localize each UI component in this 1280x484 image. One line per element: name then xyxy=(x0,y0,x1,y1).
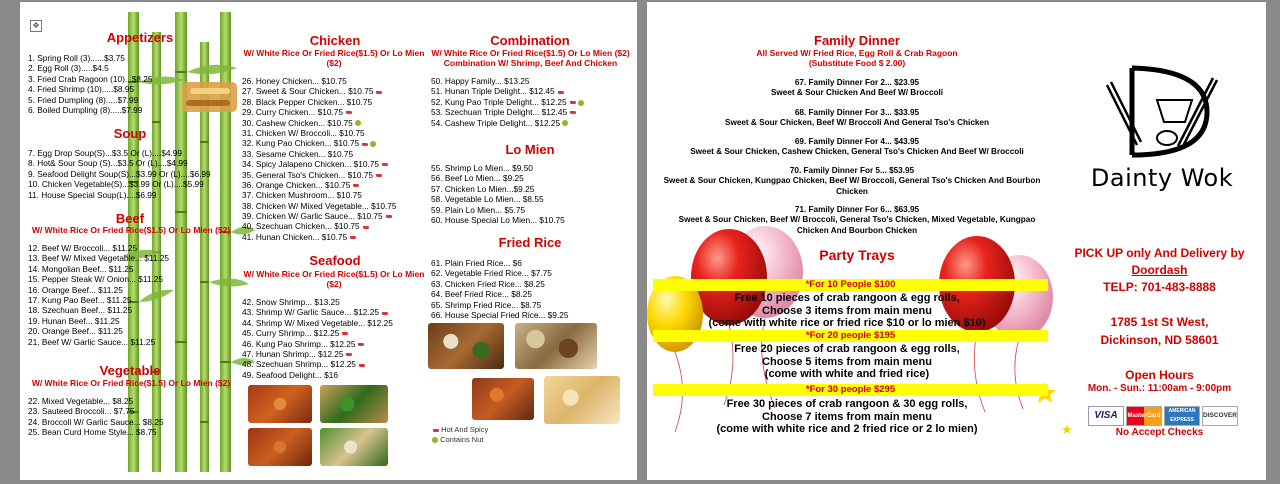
item-text: 43. Shrimp W/ Garlic Sauce... $12.25 xyxy=(242,307,379,318)
spicy-icon xyxy=(350,236,356,239)
spicy-icon xyxy=(359,364,365,367)
list-item: 56. Beef Lo Mien... $9.25 xyxy=(431,173,524,184)
dainty-wok-logo xyxy=(1077,60,1247,195)
spicy-icon xyxy=(558,91,564,94)
party-trays-heading: Party Trays xyxy=(819,247,895,263)
list-item xyxy=(242,170,397,180)
item-text: 51. Hunan Triple Delight... $12.45 xyxy=(431,86,555,97)
list-item: 9. Seafood Delight Soup(S)...$3.99 Or (L)....$6.99 xyxy=(28,168,211,179)
list-item: 16. Orange Beef... $11.25 xyxy=(28,284,123,295)
spicy-icon xyxy=(433,429,439,432)
tray-line: Free 10 pieces of crab rangoon & egg rolls, xyxy=(734,292,960,304)
list-item: 26. Honey Chicken... $10.75 xyxy=(242,76,347,86)
list-item xyxy=(242,221,397,231)
list-item: 66. House Special Fried Rice... $9.25 xyxy=(431,309,569,320)
tray-line: (come with white rice and 2 fried rice or 2 lo mien) xyxy=(716,423,978,435)
list-item: 1. Spring Roll (3)......$3.75 xyxy=(28,53,125,63)
list-item: 62. Vegetable Fried Rice... $7.75 xyxy=(431,268,552,279)
item-text: 34. Spicy Jalapeno Chicken... $10.75 xyxy=(242,159,379,170)
item-text: 36. Orange Chicken... $10.75 xyxy=(242,179,351,190)
beef-heading: Beef xyxy=(115,211,145,226)
item-text: 27. Sweet & Sour Chicken... $10.75 xyxy=(242,86,374,97)
list-item xyxy=(242,232,397,242)
list-item: 49. Seafood Delight... $16 xyxy=(242,369,338,380)
list-item: 59. Plain Lo Mien... $5.75 xyxy=(431,204,526,215)
nut-icon xyxy=(370,141,376,147)
family-dinner-title: 69. Family Dinner For 4... $43.95 xyxy=(794,137,920,146)
pickup-text: PICK UP only And Delivery by xyxy=(1074,246,1245,260)
family-dinner-title: 67. Family Dinner For 2... $23.95 xyxy=(794,78,920,87)
food-photo xyxy=(320,428,388,466)
family-dinner-title: 70. Family Dinner For 5... $53.95 xyxy=(789,166,915,175)
list-item: 8. Hot& Sour Soup (S)...$3.5 Or (L)....$4.99 xyxy=(28,158,188,169)
visa-card-icon: VISA xyxy=(1088,406,1124,426)
list-item xyxy=(242,211,397,221)
legend-spicy xyxy=(430,425,488,435)
combination-heading: Combination xyxy=(490,33,570,48)
logo-name: Dainty Wok xyxy=(1090,164,1234,192)
food-photo xyxy=(248,385,312,423)
list-item: 5. Fried Dumpling (8).....$7.99 xyxy=(28,94,139,105)
list-item: 57. Chicken Lo Mien...$9.25 xyxy=(431,183,535,194)
list-item xyxy=(242,107,397,117)
family-dinner-desc: Sweet & Sour Chicken, Kungpao Chicken, Beef W/ Broccoli, General Tso's Chicken And Bourbon Chicken xyxy=(663,176,1041,196)
list-item xyxy=(242,328,393,338)
food-photo xyxy=(428,323,504,369)
list-item: 22. Mixed Vegetable... $8.25 xyxy=(28,396,134,406)
list-item xyxy=(242,359,393,369)
legend-nut xyxy=(430,435,488,445)
family-dinner-item xyxy=(647,166,1057,197)
item-text: 39. Chicken W/ Garlic Sauce... $10.75 xyxy=(242,211,383,222)
item-text: 41. Hunan Chicken... $10.75 xyxy=(242,231,348,242)
vegetable-list xyxy=(28,396,164,438)
menu-page-left xyxy=(20,2,637,480)
list-item: 7. Egg Drop Soup(S)...$3.5 Or (L)....$4.99 xyxy=(28,148,183,158)
vegetable-heading: Vegetable xyxy=(99,363,161,378)
family-dinner-desc: Sweet & Sour Chicken, Beef W/ Broccoli, General Tso's Chicken, Mixed Vegetable, Kungpao Chicken And Bourbon Chicken xyxy=(678,215,1036,235)
mastercard-icon: MasterCard xyxy=(1126,406,1162,426)
food-photo xyxy=(515,323,597,369)
beef-list xyxy=(28,243,169,347)
item-text: 52. Kung Pao Triple Delight... $12.25 xyxy=(431,96,567,107)
item-text: 35. General Tso's Chicken... $10.75 xyxy=(242,169,374,180)
list-item: 64. Beef Fried Rice... $8.25 xyxy=(431,289,533,300)
vegetable-note: W/ White Rice Or Fried Rice($1.5) Or Lo Mien ($2) xyxy=(31,378,231,388)
family-dinner-title: 71. Family Dinner For 6... $63.95 xyxy=(794,205,920,214)
item-text: 46. Kung Pao Shrimp... $12.25 xyxy=(242,338,356,349)
appetizers-list xyxy=(28,53,153,115)
family-dinner-desc: Sweet & Sour Chicken, Cashew Chicken, General Tso's Chicken And Beef W/ Broccoli xyxy=(690,147,1024,157)
item-text: 47. Hunan Shrimp... $12.25 xyxy=(242,348,344,359)
family-dinner-title: 68. Family Dinner For 3... $33.95 xyxy=(794,108,920,117)
list-item xyxy=(242,118,397,128)
family-dinner-item xyxy=(647,137,1067,158)
spicy-icon xyxy=(386,215,392,218)
seafood-list xyxy=(242,297,393,380)
list-item: 10. Chicken Vegetable(S)...$3.99 Or (L)....$5.99 xyxy=(28,179,204,190)
list-item: 58. Vegetable Lo Mien... $8.55 xyxy=(431,194,544,205)
list-item: 44. Shrimp W/ Mixed Vegetable... $12.25 xyxy=(242,317,393,328)
party-tray-details xyxy=(677,343,1017,381)
party-tray-band: *For 30 people $295 xyxy=(653,384,1048,396)
hours-text: Mon. - Sun.: 11:00am - 9:00pm xyxy=(1087,383,1232,394)
spicy-icon xyxy=(382,163,388,166)
nut-icon xyxy=(562,120,568,126)
spicy-icon xyxy=(342,332,348,335)
family-dinner-item xyxy=(647,108,1067,129)
family-dinner-item xyxy=(647,78,1067,99)
amex-card-icon: AMERICAN EXPRESS xyxy=(1164,406,1200,426)
legend-spicy-label: Hot And Spicy xyxy=(441,425,489,434)
seafood-note: W/ White Rice Or Fried Rice($1.5) Or Lo Mien ($2) xyxy=(243,269,425,289)
food-photo xyxy=(472,378,534,420)
phone-number: TELP: 701-483-8888 xyxy=(1103,280,1216,294)
list-item xyxy=(431,97,584,107)
item-text: 32. Kung Pao Chicken... $10.75 xyxy=(242,138,360,149)
list-item xyxy=(431,86,584,96)
list-item: 18. Szechuan Beef... $11.25 xyxy=(28,305,133,316)
tray-line: Choose 5 items from main menu xyxy=(762,355,932,368)
spicy-icon xyxy=(353,184,359,187)
list-item xyxy=(242,349,393,359)
party-tray-band: *For 20 people $195 xyxy=(653,330,1048,342)
list-item xyxy=(242,86,397,96)
list-item: 2. Egg Roll (3).....$4.5 xyxy=(28,63,109,74)
doordash-text: Doordash xyxy=(1131,263,1188,277)
list-item: 11. House Special Soup(L)....$6.99 xyxy=(28,189,157,200)
list-item: 31. Chicken W/ Broccoli... $10.75 xyxy=(242,127,365,138)
food-photo xyxy=(544,376,620,424)
spicy-icon xyxy=(362,143,368,146)
spicy-icon xyxy=(358,343,364,346)
tray-line: Choose 3 items from main menu xyxy=(762,304,932,317)
list-item: 63. Chicken Fried Rice... $8.25 xyxy=(431,278,545,289)
family-dinner-desc: Sweet & Sour Chicken And Beef W/ Broccoli xyxy=(770,88,944,98)
address-line2: Dickinson, ND 58601 xyxy=(1100,333,1219,347)
chicken-note: W/ White Rice Or Fried Rice($1.5) Or Lo Mien ($2) xyxy=(243,48,425,68)
no-checks-text: No Accept Checks xyxy=(1115,427,1204,438)
list-item: 19. Hunan Beef... $11.25 xyxy=(28,315,120,326)
soup-list xyxy=(28,148,211,200)
list-item xyxy=(431,118,584,128)
party-tray-details xyxy=(677,398,1017,436)
nut-icon xyxy=(578,100,584,106)
spicy-icon xyxy=(346,111,352,114)
chicken-list xyxy=(242,76,397,242)
soup-heading: Soup xyxy=(113,126,147,141)
item-text: 48. Szechuan Shrimp... $12.25 xyxy=(242,359,356,370)
list-item: 50. Happy Family... $13.25 xyxy=(431,76,530,86)
chicken-heading: Chicken xyxy=(309,33,361,48)
list-item: 38. Chicken W/ Mixed Vegetable... $10.75 xyxy=(242,200,397,211)
tray-line: Choose 7 items from main menu xyxy=(762,410,932,423)
tray-line: (come with white and fried rice) xyxy=(764,368,930,380)
combination-list xyxy=(431,76,584,128)
hours-title: Open Hours xyxy=(1125,368,1194,382)
logo-emblem-icon xyxy=(1097,60,1227,165)
lo-mien-list xyxy=(431,163,565,225)
payment-cards xyxy=(1088,406,1238,426)
legend xyxy=(430,425,488,445)
list-item xyxy=(242,138,397,148)
family-dinner-desc: Sweet & Sour Chicken, Beef W/ Broccoli And General Tso's Chicken xyxy=(724,118,989,128)
list-item: 21. Beef W/ Garlic Sauce... $11.25 xyxy=(28,336,156,347)
list-item: 17. Kung Pao Beef... $11.25 xyxy=(28,294,132,305)
spicy-icon xyxy=(382,312,388,315)
item-text: 45. Curry Shrimp... $12.25 xyxy=(242,328,340,339)
family-dinner-heading: Family Dinner xyxy=(814,33,900,48)
star-icon: ★ xyxy=(1061,422,1073,437)
family-dinner-substitute-note: (Substitute Food $ 2.00) xyxy=(808,58,906,68)
list-item: 15. Pepper Steak W/ Onion... $11.25 xyxy=(28,274,163,285)
food-photo xyxy=(320,385,388,423)
food-photo xyxy=(248,428,312,466)
list-item xyxy=(431,107,584,117)
list-item xyxy=(242,159,397,169)
spicy-icon xyxy=(376,174,382,177)
item-text: 30. Cashew Chicken... $10.75 xyxy=(242,117,353,128)
discover-card-icon: DISCOVER xyxy=(1202,406,1238,426)
party-tray-band: *For 10 People $100 xyxy=(653,279,1048,291)
address-line1: 1785 1st St West, xyxy=(1110,315,1209,329)
list-item: 6. Boiled Dumpling (8).....$7.99 xyxy=(28,104,143,115)
list-item: 25. Bean Curd Home Style... $8.75 xyxy=(28,427,157,438)
spicy-icon xyxy=(570,111,576,114)
tray-line: (come with white rice or fried rice $10 or lo mien $10) xyxy=(708,317,986,329)
list-item: 55. Shrimp Lo Mien... $9.50 xyxy=(431,163,533,173)
list-item: 61. Plain Fried Rice... $6 xyxy=(431,258,522,268)
combination-note: W/ White Rice Or Fried Rice($1.5) Or Lo Mien ($2) Combination W/ Shrimp, Beef And Chicken xyxy=(431,48,630,68)
list-item: 14. Mongolian Beef... $11.25 xyxy=(28,263,134,274)
item-text: 40. Szechuan Chicken... $10.75 xyxy=(242,221,360,232)
item-text: 53. Szechuan Triple Delight... $12.45 xyxy=(431,107,568,118)
list-item: 33. Sesame Chicken... $10.75 xyxy=(242,148,354,159)
tray-line: Free 30 pieces of crab rangoon & 30 egg rolls, xyxy=(726,398,968,410)
list-item: 13. Beef W/ Mixed Vegetable... $11.25 xyxy=(28,253,169,264)
list-item: 4. Fried Shrimp (10).....$8.95 xyxy=(28,84,135,95)
beef-note: W/ White Rice Or Fried Rice($1.5) Or Lo Mien ($2) xyxy=(31,225,231,235)
list-item: 20. Orange Beef... $11.25 xyxy=(28,326,123,337)
spicy-icon xyxy=(363,226,369,229)
list-item: 12. Beef W/ Broccoli... $11.25 xyxy=(28,243,138,253)
menu-page-right xyxy=(647,2,1266,480)
lo-mien-heading: Lo Mien xyxy=(505,142,555,157)
list-item: 23. Sauteed Broccoli... $7.75 xyxy=(28,406,135,417)
party-tray-details xyxy=(677,292,1017,330)
list-item: 24. Broccoli W/ Garlic Sauce... $8.25 xyxy=(28,416,164,427)
spicy-icon xyxy=(570,101,576,104)
list-item xyxy=(242,180,397,190)
spicy-icon xyxy=(346,353,352,356)
tray-line: Free 20 pieces of crab rangoon & egg rolls, xyxy=(734,343,960,355)
fried-rice-list xyxy=(431,258,568,320)
list-item: 42. Snow Shrimp... $13.25 xyxy=(242,297,340,307)
fried-rice-heading: Fried Rice xyxy=(498,235,562,250)
list-item xyxy=(242,339,393,349)
seafood-heading: Seafood xyxy=(309,253,361,268)
item-text: 54. Cashew Triple Delight... $12.25 xyxy=(431,117,561,128)
list-item: 28. Black Pepper Chicken... $10.75 xyxy=(242,96,373,107)
list-item: 60. House Special Lo Mien... $10.75 xyxy=(431,214,565,225)
list-item xyxy=(242,307,393,317)
spicy-icon xyxy=(376,91,382,94)
nut-icon xyxy=(432,437,438,443)
appetizers-heading: Appetizers xyxy=(106,30,174,45)
family-dinner-note: All Served W/ Fried Rice, Egg Roll & Crab Ragoon xyxy=(756,48,958,58)
nut-icon xyxy=(355,120,361,126)
item-text: 29. Curry Chicken... $10.75 xyxy=(242,107,343,118)
list-item: 3. Fried Crab Ragoon (10)...$8.25 xyxy=(28,73,153,84)
move-handle-icon[interactable]: ✥ xyxy=(30,20,42,32)
list-item: 65. Shrimp Fried Rice... $8.75 xyxy=(431,299,542,310)
legend-nut-label: Contains Nut xyxy=(440,435,484,444)
list-item: 37. Chicken Mushroom... $10.75 xyxy=(242,190,362,201)
